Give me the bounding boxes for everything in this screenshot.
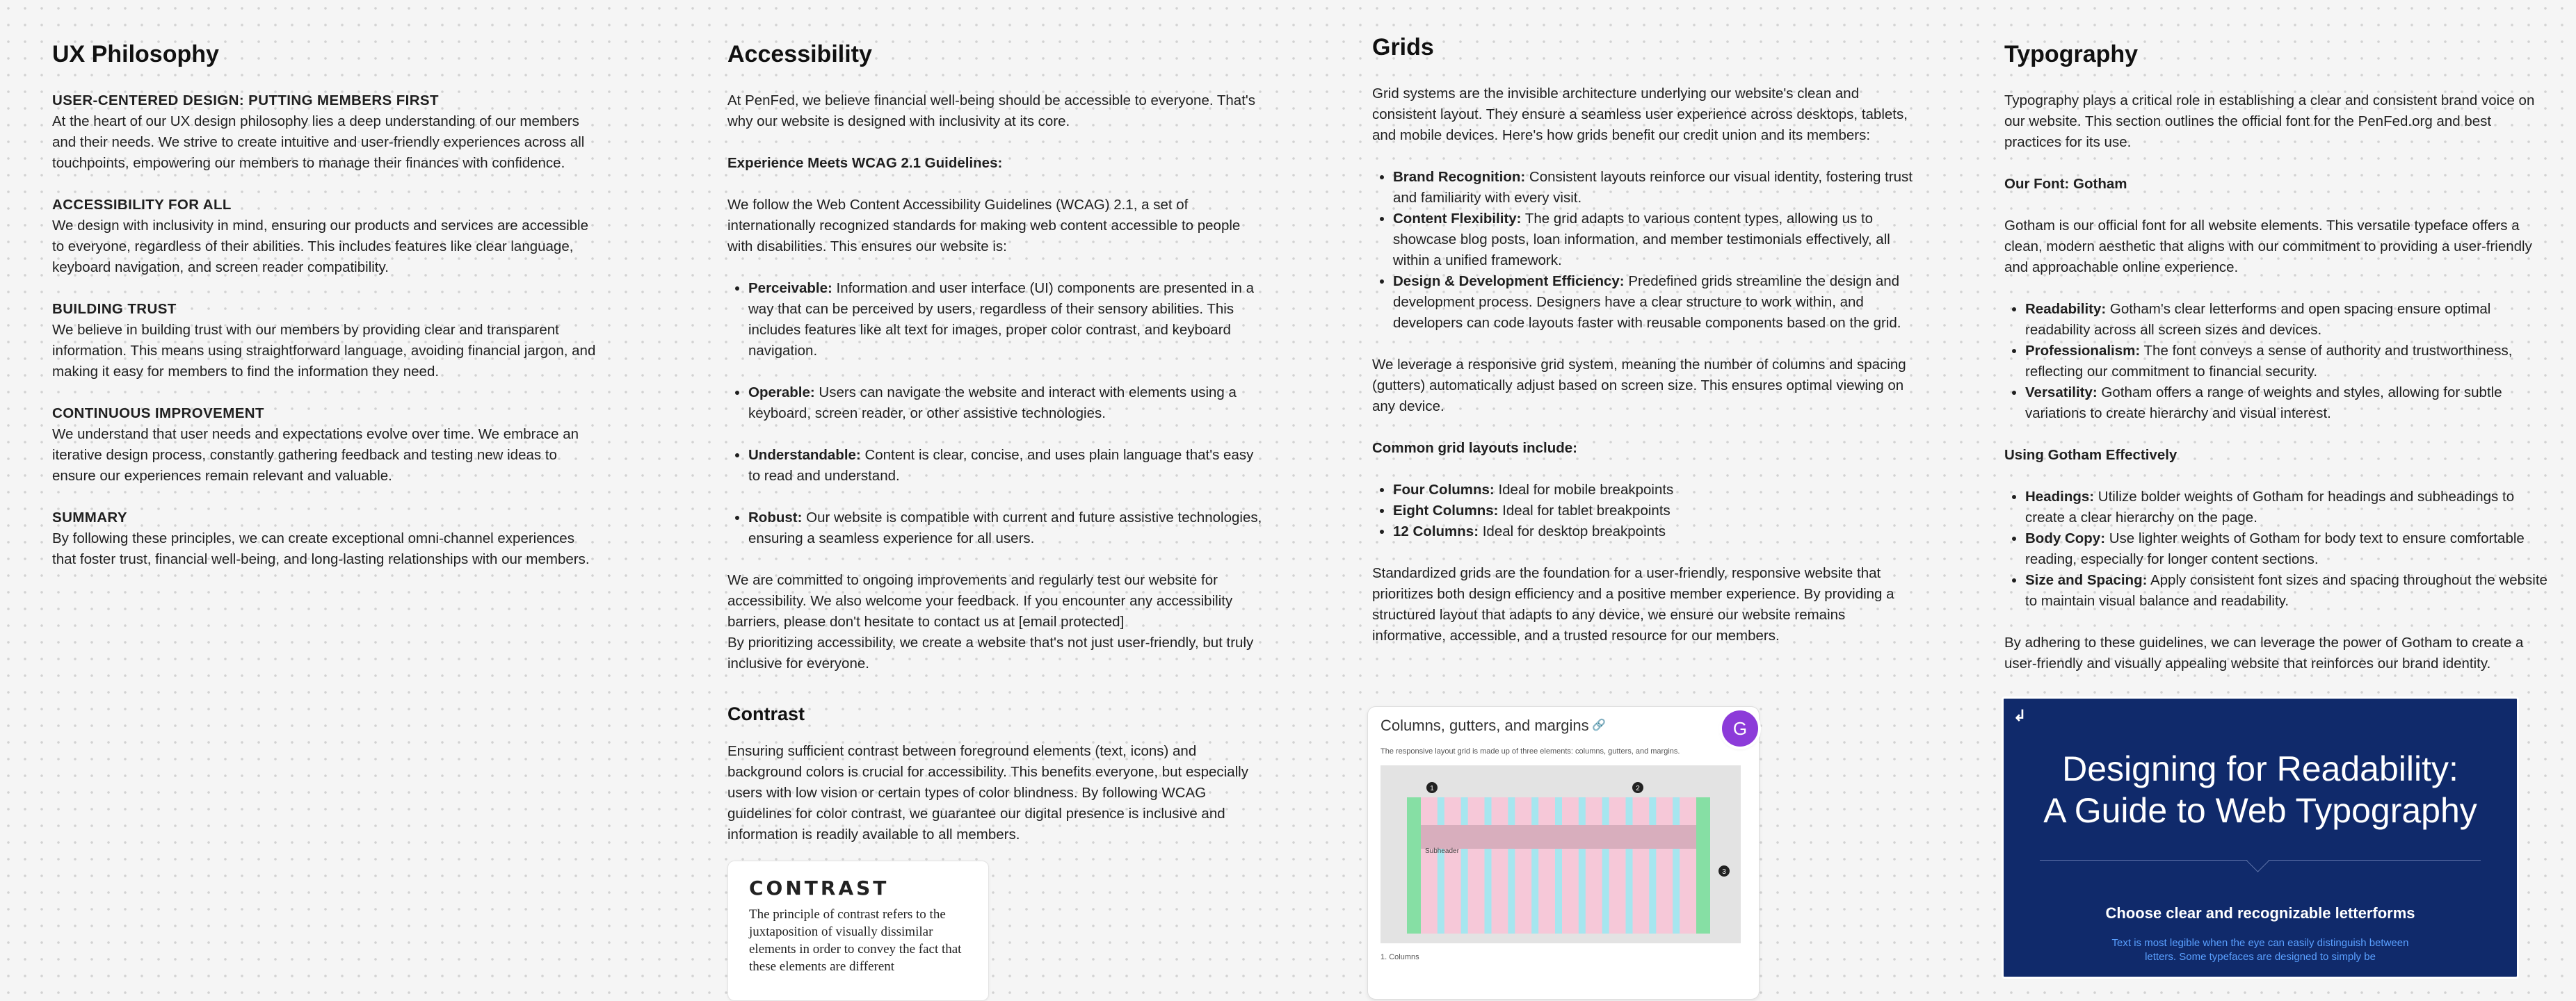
font-heading: Our Font: Gotham <box>2004 176 2127 192</box>
typography-card-title-line2: A Guide to Web Typography <box>2043 791 2477 830</box>
grid-diagram <box>1368 707 1759 943</box>
accessibility-column <box>727 40 1267 845</box>
list-item-term: Design & Development Efficiency: <box>1393 273 1625 289</box>
grid-diagram-card[interactable] <box>1367 706 1760 1000</box>
list-item-text: Gotham's clear letterforms and open spacing ensure optimal readability across all screen sizes and devices. <box>2025 301 2491 338</box>
list-item <box>1393 521 1919 542</box>
list-item-text: Users can navigate the website and interact with elements using a keyboard, screen reader, or other assistive technologies. <box>748 384 1237 421</box>
list-item-term: Robust: <box>748 510 803 526</box>
list-item <box>2025 528 2550 570</box>
typography-card-title-line1: Designing for Readability: <box>2062 749 2458 788</box>
brand-logo-icon: ↲ <box>2013 707 2027 724</box>
ux-section <box>52 507 602 570</box>
list-item <box>748 278 1267 361</box>
wcag-list <box>727 278 1267 549</box>
contrast-card-body: The principle of contrast refers to the juxtaposition of visually dissimilar elements in order to convey the fact that these elements are different <box>749 907 962 974</box>
list-item-term: Content Flexibility: <box>1393 211 1522 227</box>
ux-section <box>52 90 602 174</box>
contrast-card <box>727 861 989 1001</box>
list-item-text: The font conveys a sense of authority and trustworthiness, reflecting our commitment to financial security. <box>2025 343 2513 380</box>
ux-section-body: We believe in building trust with our members by providing clear and transparent information. This means using straightforward language, avoiding financial jargon, and making it easy for members to find the information they need. <box>52 322 596 380</box>
list-item-term: Size and Spacing: <box>2025 572 2148 588</box>
typography-card-text: Text is most legible when the eye can easily distinguish between letters. Some typefaces are designed to simply be <box>2111 937 2409 963</box>
using-gotham-heading: Using Gotham Effectively <box>2004 447 2177 463</box>
list-item <box>2025 570 2550 612</box>
grid-gutter <box>1673 797 1680 934</box>
grid-gutter <box>1508 797 1515 934</box>
list-item-term: Versatility: <box>2025 384 2098 400</box>
ux-section-body: We understand that user needs and expectations evolve over time. We embrace an iterative design process, constantly gathering feedback and testing new ideas to ensure our experiences remain relevant and valuable. <box>52 426 579 484</box>
avatar[interactable]: G <box>1722 710 1758 747</box>
grid-card-title: Columns, gutters, and margins <box>1380 717 1589 734</box>
list-item <box>2025 341 2550 382</box>
list-item-term: Understandable: <box>748 447 861 463</box>
ux-section-heading: CONTINUOUS IMPROVEMENT <box>52 405 264 421</box>
list-item <box>2025 487 2550 528</box>
list-item-text: Predefined grids streamline the design and development process. Designers have a clear structure to work within, and developers can code layouts faster with reusable components based on the grid. <box>1393 273 1901 331</box>
typography-closing: By adhering to these guidelines, we can leverage the power of Gotham to create a user-friendly and visually appealing website that reinforces our brand identity. <box>2004 635 2524 672</box>
ux-section-body: At the heart of our UX design philosophy lies a deep understanding of our members and their needs. We strive to create intuitive and user-friendly experiences across all touchpoints, empowering our members to manage their finances with confidence. <box>52 113 585 171</box>
contrast-card-title: CONTRAST <box>749 877 889 900</box>
grids-title: Grids <box>1372 34 1434 60</box>
grid-gutter <box>1531 797 1538 934</box>
ux-section-heading: ACCESSIBILITY FOR ALL <box>52 197 232 213</box>
list-item-term: Readability: <box>2025 301 2107 317</box>
ux-section <box>52 299 602 382</box>
grid-margin-right <box>1696 797 1710 934</box>
typography-card-subheading: Choose clear and recognizable letterforms <box>2105 904 2415 922</box>
list-item-text: Ideal for mobile breakpoints <box>1494 482 1674 498</box>
grid-marker-label: 1 <box>1430 785 1434 792</box>
using-gotham-list <box>2004 487 2550 612</box>
grid-layouts-heading: Common grid layouts include: <box>1372 440 1577 456</box>
grid-gutter <box>1579 797 1586 934</box>
grid-gutter <box>1485 797 1492 934</box>
typography-column <box>2004 40 2550 674</box>
list-item-term: Headings: <box>2025 489 2095 505</box>
ux-philosophy-column <box>52 40 602 570</box>
list-item <box>748 507 1267 549</box>
link-icon[interactable]: 🔗 <box>1592 719 1606 731</box>
list-item-term: 12 Columns: <box>1393 523 1479 539</box>
grids-responsive: We leverage a responsive grid system, meaning the number of columns and spacing (gutters) automatically adjust based on screen size. This ensures optimal viewing on any device. <box>1372 357 1906 414</box>
font-body: Gotham is our official font for all website elements. This versatile typeface offers a clean, modern aesthetic that aligns with our commitment to providing a user-friendly and approachable online experience. <box>2004 218 2532 275</box>
ux-section-heading: SUMMARY <box>52 510 127 526</box>
ux-section <box>52 403 602 487</box>
list-item-term: Four Columns: <box>1393 482 1495 498</box>
accessibility-commitment: We are committed to ongoing improvements and regularly test our website for accessibility. We also welcome your feedback. If you encounter any accessibility barriers, please don't hesitate to contact us at [email protected] <box>727 572 1233 630</box>
grid-subheader-label: Subheader <box>1425 847 1459 855</box>
ux-section-heading: USER-CENTERED DESIGN: PUTTING MEMBERS FIRST <box>52 92 439 108</box>
ux-section-heading: BUILDING TRUST <box>52 301 177 317</box>
list-item <box>748 382 1267 424</box>
list-item-text: Ideal for desktop breakpoints <box>1479 523 1666 539</box>
list-item <box>1393 500 1919 521</box>
list-item <box>1393 271 1919 334</box>
typography-title: Typography <box>2004 41 2139 67</box>
list-item <box>2025 382 2550 424</box>
list-item-text: Our website is compatible with current and future assistive technologies, ensuring a seamless experience for all users. <box>748 510 1262 546</box>
grid-card-subtitle: The responsive layout grid is made up of three elements: columns, gutters, and margins. <box>1380 747 1680 756</box>
grid-gutter <box>1626 797 1633 934</box>
accessibility-title: Accessibility <box>727 41 872 67</box>
list-item-text: Information and user interface (UI) components are presented in a way that can be perceived by users, regardless of their sensory abilities. This includes features like alt text for images, proper color contrast, and keyboard navigation. <box>748 280 1255 359</box>
list-item-text: Use lighter weights of Gotham for body text to ensure comfortable reading, especially for longer content sections. <box>2025 530 2525 567</box>
grid-gutter <box>1555 797 1562 934</box>
typography-intro: Typography plays a critical role in establishing a clear and consistent brand voice on our website. This section outlines the official font for the PenFed.org and best practices for its use. <box>2004 92 2535 150</box>
list-item-text: The grid adapts to various content types, allowing us to showcase blog posts, loan information, and member testimonials effectively, all within a unified framework. <box>1393 211 1890 268</box>
grid-columns-group <box>1407 782 1730 934</box>
list-item-text: Ideal for tablet breakpoints <box>1498 503 1671 519</box>
divider-notch <box>2246 849 2269 872</box>
list-item <box>748 445 1267 487</box>
ux-section-body: We design with inclusivity in mind, ensuring our products and services are accessible to everyone, regardless of their abilities. This includes features like clear language, keyboard navigation, and screen reader compatibility. <box>52 218 589 275</box>
ux-section <box>52 195 602 278</box>
accessibility-closing: By prioritizing accessibility, we create a website that's not just user-friendly, but truly inclusive for everyone. <box>727 635 1254 672</box>
list-item-term: Brand Recognition: <box>1393 169 1526 185</box>
list-item-text: Consistent layouts reinforce our visual identity, fostering trust and familiarity with every visit. <box>1393 169 1913 206</box>
list-item-text: Gotham offers a range of weights and styles, allowing for subtle variations to create hierarchy and visual interest. <box>2025 384 2502 421</box>
contrast-title: Contrast <box>727 703 805 724</box>
list-item-term: Professionalism: <box>2025 343 2141 359</box>
contrast-body: Ensuring sufficient contrast between foreground elements (text, icons) and background colors is crucial for accessibility. This benefits everyone, but especially users with low vision or certain types of color blindness. By following WCAG guidelines for color contrast, we guarantee our digital presence is inclusive and information is readily available to all members. <box>727 743 1248 843</box>
grid-header-region <box>1421 825 1696 849</box>
grid-marker-label: 2 <box>1636 785 1640 792</box>
accessibility-intro: At PenFed, we believe financial well-being should be accessible to everyone. That's why our website is designed with inclusivity at its core. <box>727 92 1256 129</box>
typography-guide-card[interactable] <box>2002 697 2519 979</box>
list-item-text: Content is clear, concise, and uses plain language that's easy to read and understand. <box>748 447 1254 484</box>
list-item-term: Perceivable: <box>748 280 832 296</box>
grid-layouts-list <box>1372 480 1919 542</box>
list-item-text: Apply consistent font sizes and spacing throughout the website to maintain visual balance and readability. <box>2025 572 2547 609</box>
grid-margin-left <box>1407 797 1421 934</box>
list-item <box>1393 167 1919 209</box>
font-qualities-list <box>2004 299 2550 424</box>
list-item-term: Body Copy: <box>2025 530 2106 546</box>
wcag-body: We follow the Web Content Accessibility Guidelines (WCAG) 2.1, a set of internationally recognized standards for making web content accessible to people with disabilities. This ensures our website is: <box>727 197 1241 254</box>
grid-card-footnote: 1. Columns <box>1380 953 1419 961</box>
ux-title: UX Philosophy <box>52 41 219 67</box>
list-item <box>1393 209 1919 271</box>
list-item-text: Utilize bolder weights of Gotham for headings and subheadings to create a clear hierarchy on the page. <box>2025 489 2515 526</box>
grid-marker-label: 3 <box>1722 868 1726 876</box>
grids-column <box>1372 33 1919 646</box>
grid-gutter <box>1438 797 1444 934</box>
list-item <box>2025 299 2550 341</box>
ux-section-body: By following these principles, we can create exceptional omni-channel experiences that foster trust, financial well-being, and long-lasting relationships with our members. <box>52 530 590 567</box>
grids-intro: Grid systems are the invisible architecture underlying our website's clean and consistent layout. They ensure a seamless user experience across desktops, tablets, and mobile devices. Here's how grids benefit our credit union and its members: <box>1372 86 1908 143</box>
wcag-heading: Experience Meets WCAG 2.1 Guidelines: <box>727 155 1003 171</box>
list-item-term: Eight Columns: <box>1393 503 1499 519</box>
grids-benefits-list <box>1372 167 1919 334</box>
grid-gutter <box>1649 797 1656 934</box>
list-item-term: Operable: <box>748 384 815 400</box>
grid-gutter <box>1461 797 1468 934</box>
grids-closing: Standardized grids are the foundation for a user-friendly, responsive website that prioritizes both design efficiency and a positive member experience. By providing a structured layout that adapts to any device, we ensure our website remains informative, accessible, and a trusted resource for our members. <box>1372 565 1894 644</box>
grid-gutter <box>1602 797 1609 934</box>
list-item <box>1393 480 1919 500</box>
